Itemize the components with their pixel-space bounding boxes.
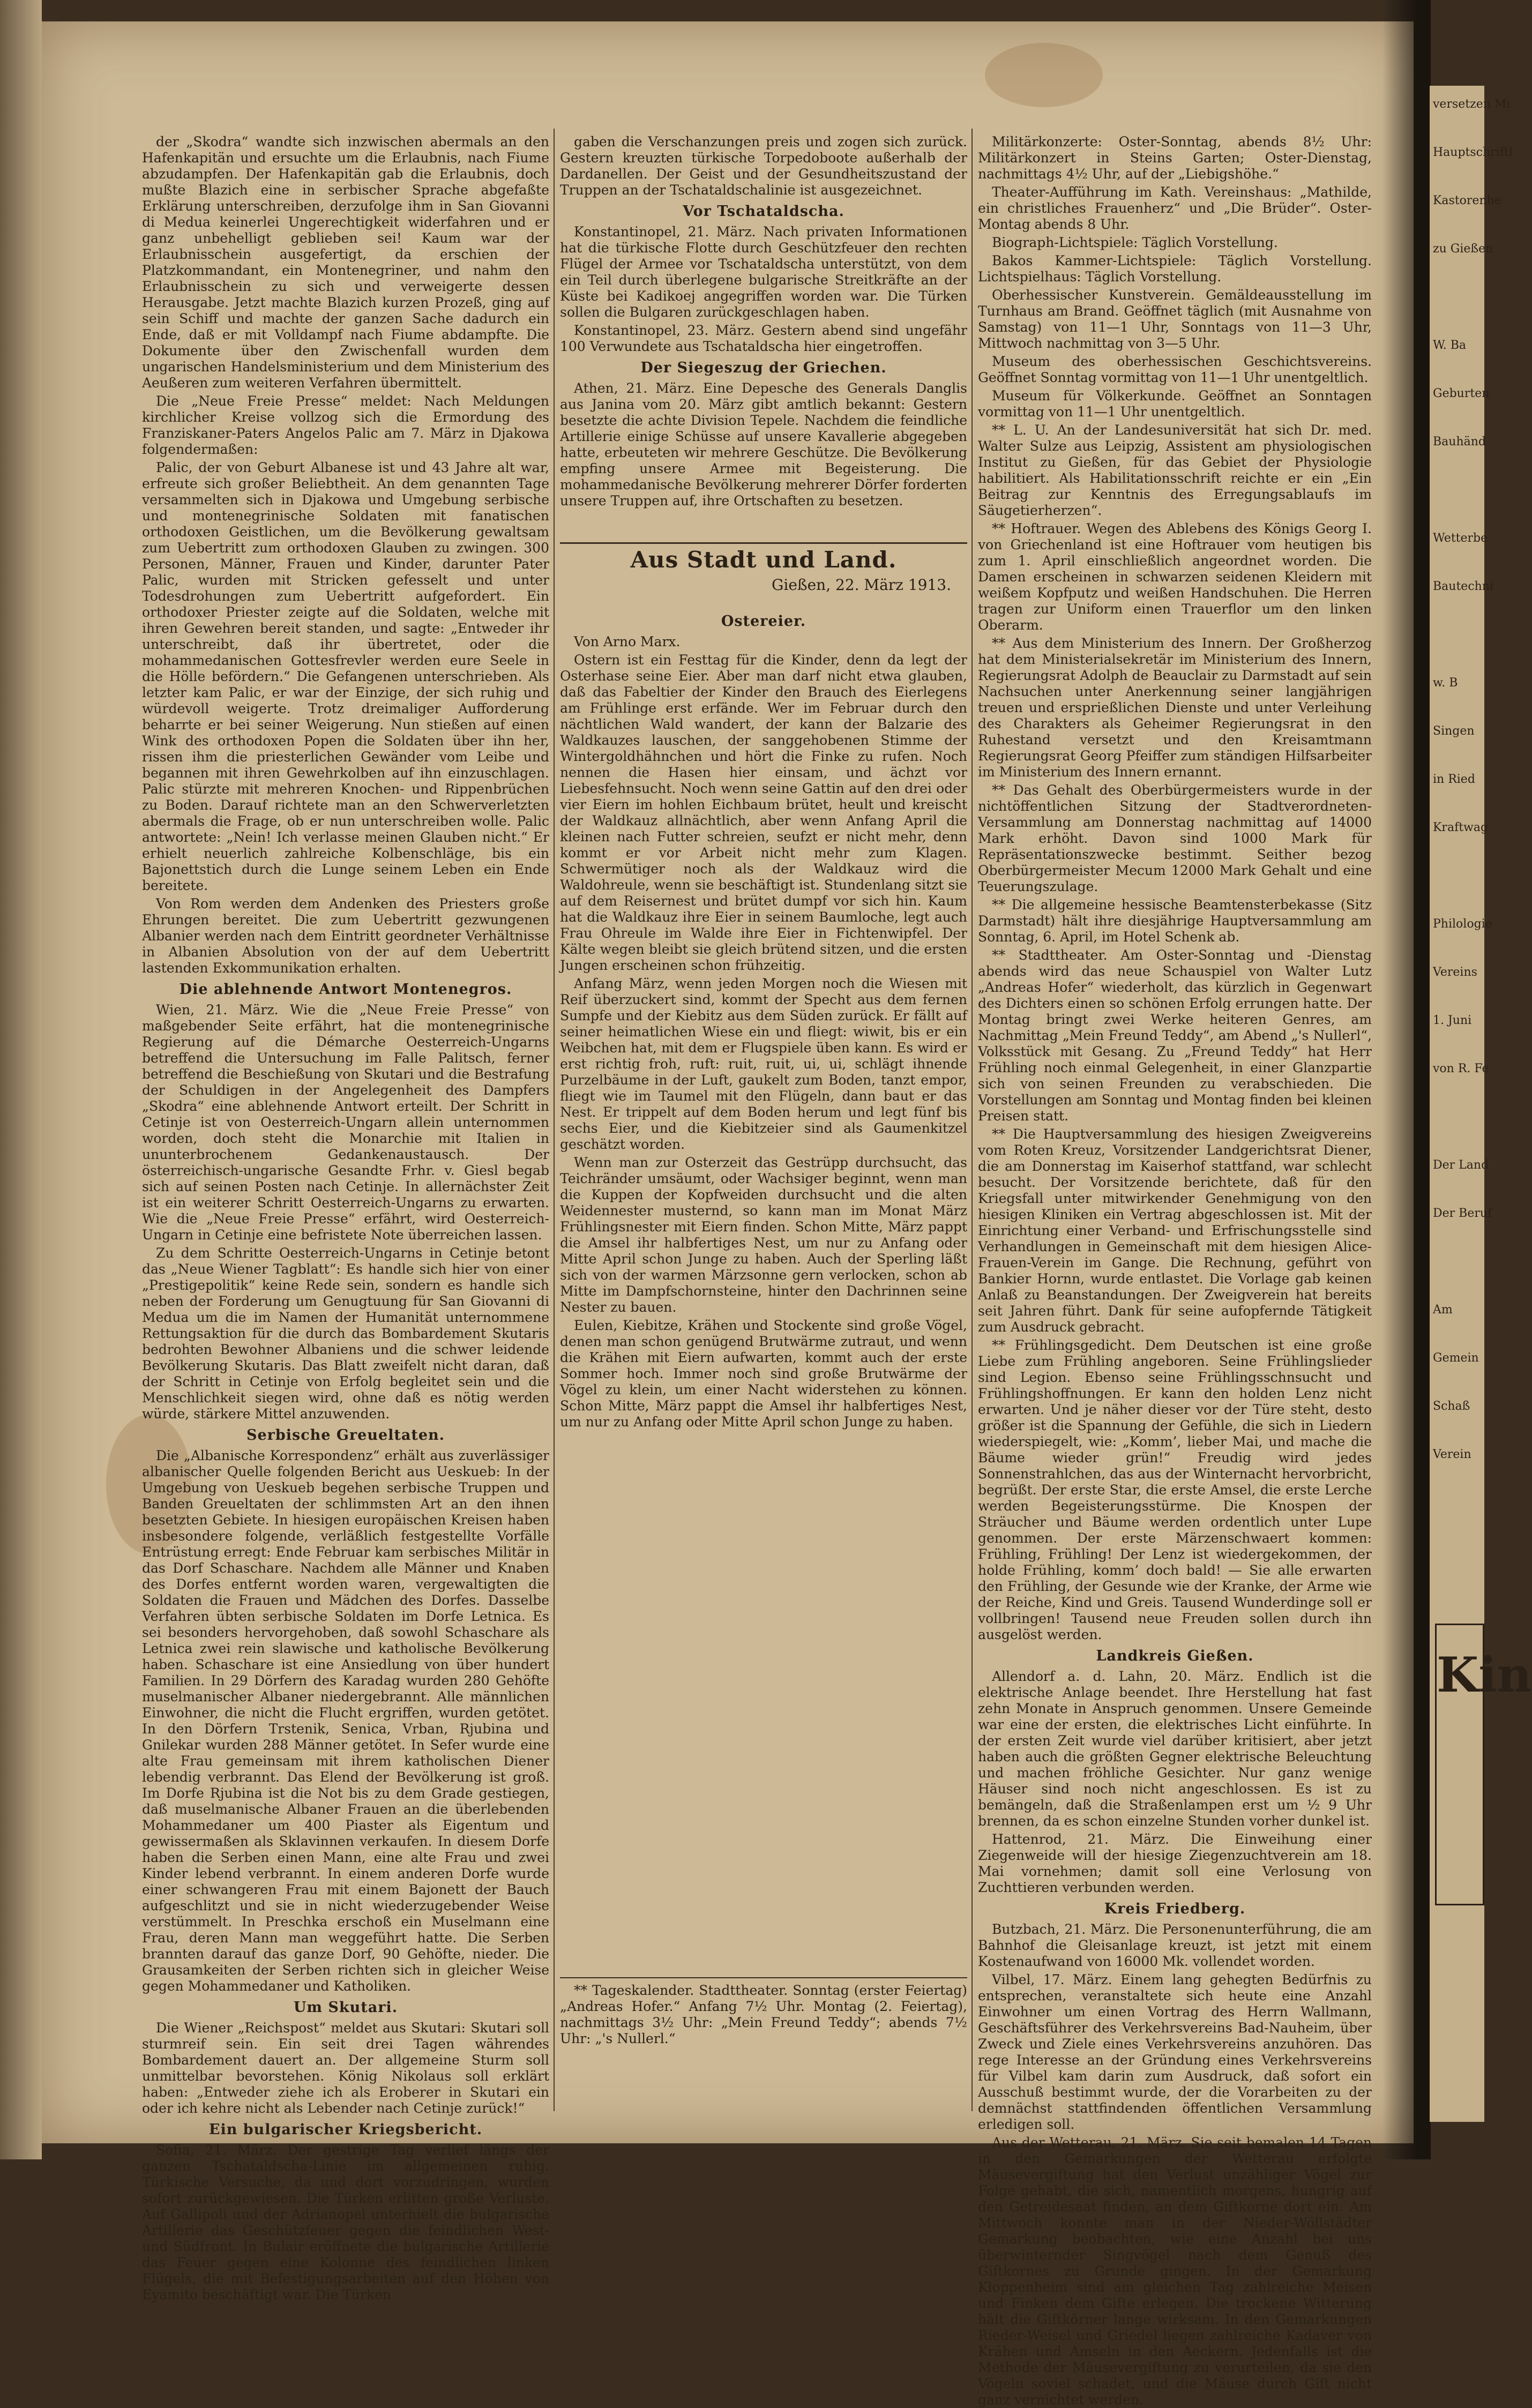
advert-box [1435, 1624, 1532, 1905]
binding-edge [0, 0, 42, 2159]
sliver-line: Wetterbe [1433, 532, 1488, 545]
article-paragraph: Konstantinopel, 21. März. Nach privaten Informationen hat die türkische Flotte durch Geschützfeuer den rechten Flügel der Armee vor Tschataldscha unterstützt, von dem ein Teil durch überlegene bulgarische Streitkräfte an der Küste bei Kadikoej angegriffen worden war. Die Türken sollen die Bulgaren zurückgeschlagen haben. [560, 224, 967, 320]
article-paragraph: Militärkonzerte: Oster-Sonntag, abends 8½ Uhr: Militärkonzert in Steins Garten; Oster-Dienstag, nachmittags 4½ Uhr, auf der „Liebigshöhe.“ [978, 134, 1372, 182]
footer-rule [560, 1977, 967, 1978]
column-right [978, 134, 1372, 2407]
column-rule [554, 129, 555, 2111]
article-paragraph: Vilbel, 17. März. Einem lang gehegten Bedürfnis zu entsprechen, veranstaltete sich heute eine Anzahl Einwohner um einen Vortrag des Herrn Wallmann, Geschäftsführer des Verkehrsvereins Bad-Nauheim, über Zweck und Ziele eines Verkehrsvereins anzuhören. Das rege Interesse an der Gründung eines Verkehrsvereins für Vilbel kam darin zum Ausdruck, daß sofort ein Ausschuß bestimmt wurde, der die Vorarbeiten zu der demnächst stattfindenden öffentlichen Versammlung erledigen soll. [978, 1972, 1372, 2132]
sliver-line: von R. Fe [1433, 1062, 1489, 1075]
sliver-line: Geburten [1433, 387, 1490, 400]
article-paragraph: ** Die allgemeine hessische Beamtensterbekasse (Sitz Darmstadt) hält ihre diesjährige Hauptversammlung am Sonntag, 6. April, im Hotel Schenk ab. [978, 897, 1372, 945]
sliver-line: Am [1433, 1303, 1453, 1317]
sliver-line: Gemein [1433, 1351, 1479, 1365]
article-paragraph: Sofia, 21. März. Der gestrige Tag verlief längs der ganzen Tschataldscha-Linie im allgemeinen ruhig. Türkische Versuche, da und dort vorzudringen, wurden sofort zurückgewiesen. Die Türken erlitten große Verluste. Auf Gallipoli und der Adrianopel unterhielt die bulgarische Artillerie das Geschützfeuer gegen die feindlichen West- und Südfront. In Bulair eröffnete die bulgarische Artillerie das Feuer gegen eine Kolonne des feindlichen linken Flügels, die mit Befestigungsarbeiten auf den Höhen von Eyamito beschäftigt war. Die Türken [142, 2142, 549, 2302]
article-paragraph: Museum des oberhessischen Geschichtsvereins. Geöffnet Sonntag vormittag von 11—1 Uhr unentgeltlich. [978, 354, 1372, 385]
article-paragraph: Theater-Aufführung im Kath. Vereinshaus: „Mathilde, ein christliches Frauenherz“ und „Die Brüder“. Oster-Montag abends 8 Uhr. [978, 184, 1372, 232]
article-heading: Kreis Friedberg. [1104, 1901, 1246, 1917]
sliver-line: Vereins [1433, 966, 1477, 979]
sliver-line: w. B [1433, 676, 1458, 690]
article-paragraph: Von Rom werden dem Andenken des Priesters große Ehrungen bereitet. Die zum Uebertritt gezwungenen Albanier werden nach dem Eintritt geordneter Verhältnisse in Albanien Absolution von der auf dem Uebertritt lastenden Exkommunikation erhalten. [142, 896, 549, 976]
sliver-line: Philologie [1433, 917, 1492, 931]
article-paragraph: der „Skodra“ wandte sich inzwischen abermals an den Hafenkapitän und ersuchte um die Erlaubnis, nach Fiume abzudampfen. Der Hafenkapitän gab die Erlaubnis, doch mußte Blazich eine in serbischer Sprache abgefaßte Erklärung unterschreiben, derzufolge ihm in San Giovanni di Medua keinerlei Ungerechtigkeit widerfahren und er ganz unbehelligt geblieben sei! Kaum war der Erlaubnisschein ausgefertigt, da erschien der Platzkommandant, ein Montenegriner, und nahm den Erlaubnisschein zu sich und verweigerte dessen Herausgabe. Jetzt machte Blazich kurzen Prozeß, ging auf sein Schiff und machte der ganzen Sache dadurch ein Ende, daß er mit Volldampf nach Fiume abdampfte. Die Dokumente über den Zwischenfall wurden dem ungarischen Handelsministerium und dem Ministerium des Aeußeren zum weiteren Verfahren übermittelt. [142, 134, 549, 391]
article-paragraph: Biograph-Lichtspiele: Täglich Vorstellung. [992, 235, 1278, 250]
article-heading: Der Siegeszug der Griechen. [640, 360, 887, 376]
sliver-line: in Ried [1433, 773, 1475, 786]
article-paragraph: ** Aus dem Ministerium des Innern. Der Großherzog hat dem Ministerialsekretär im Ministerium des Innern, Regierungsrat Adolph de Beauclair zu Darmstadt auf sein Nachsuchen unter Anerkennung seiner langjährigen treuen und ersprießlichen Dienste und unter Verleihung des Charakters als Geheimer Regierungsrat in den Ruhestand versetzt und den Kreisamtmann Regierungsrat Georg Pfeiffer zum ständigen Hilfsarbeiter im Ministerium des Innern ernannt. [978, 635, 1372, 780]
article-paragraph: ** Hoftrauer. Wegen des Ablebens des Königs Georg I. von Griechenland ist eine Hoftrauer vom heutigen bis zum 1. April einschließlich angeordnet worden. Die Damen erscheinen in schwarzen seidenen Kleidern mit weißem Kopfputz und weißen Handschuhen. Die Herren tragen zur Uniform einen Trauerflor um den linken Oberarm. [978, 521, 1372, 633]
sliver-line: zu Gießen [1433, 242, 1493, 256]
article-paragraph: Anfang März, wenn jeden Morgen noch die Wiesen mit Reif überzuckert sind, kommt der Specht aus dem fernen Sumpfe und der Kiebitz aus dem Süden zurück. Er fällt auf seiner heimatlichen Wiese ein und fliegt: wiwit, bis er ein Weibchen hat, mit dem er Flugspiele üben kann. Es wird er erst richtig froh, ruft: ruit, ruit, ui, ui, schlägt ihnende Purzelbäume in der Luft, gaukelt zum Boden, tanzt empor, fliegt wie im Taumel mit den Flügeln, dann baut er das Nest. Er trippelt auf dem Boden herum und legt fünf bis sechs Eier, und die Kiebitzeier sind als Gaumenkitzel geschätzt worden. [560, 976, 967, 1152]
article-paragraph: Museum für Völkerkunde. Geöffnet an Sonntagen vormittag von 11—1 Uhr unentgeltlich. [978, 388, 1372, 420]
article-paragraph: Hattenrod, 21. März. Die Einweihung einer Ziegenweide will der hiesige Ziegenzuchtverein am 18. Mai vornehmen; damit soll eine Verlosung von Zuchttieren verbunden werden. [978, 1831, 1372, 1895]
sliver-line: Schaß [1433, 1400, 1470, 1413]
article-paragraph: Athen, 21. März. Eine Depesche des Generals Danglis aus Janina vom 20. März gibt amtlich bekannt: Gestern besetzte die achte Division Tepele. Nachdem die feindliche Artillerie einige Schüsse auf unsere Kavallerie abgegeben hatte, erbeuteten wir mehrere Geschütze. Die Bevölkerung empfing unsere Armee mit Begeisterung. Die mohammedanische Bevölkerung mehrerer Dörfer forderten unsere Truppen auf, ihre Ortschaften zu besetzen. [560, 380, 967, 508]
section-masthead [560, 541, 967, 594]
article-paragraph: Allendorf a. d. Lahn, 20. März. Endlich ist die elektrische Anlage beendet. Ihre Herstellung hat fast zehn Monate in Anspruch genommen. Unsere Gemeinde war eine der ersten, die elektrisches Licht einführte. In der ersten Zeit wurde viel darüber kritisiert, aber jetzt haben auch die größten Gegner elektrische Beleuchtung und machen fröhliche Gesichter. Nur ganz wenige Häuser sind noch nicht angeschlossen. Es ist zu bemängeln, daß die Straßenlampen erst um ½ 9 Uhr brennen, da es schon einzelne Stunden vorher dunkel ist. [978, 1669, 1372, 1829]
article-paragraph: Palic, der von Geburt Albanese ist und 43 Jahre alt war, erfreute sich großer Beliebtheit. An dem genannten Tage versammelten sich in Djakowa und Umgebung serbische und montenegrinische Soldaten mit fanatischen orthodoxen Geistlichen, um die Bevölkerung gewaltsam zum Uebertritt zum orthodoxen Glauben zu zwingen. 300 Personen, Männer, Frauen und Kinder, darunter Pater Palic, wurden mit Stricken gefesselt und unter Todesdrohungen zum Uebertritt aufgefordert. Ein orthodoxer Priester zeigte auf die Soldaten, welche mit ihren Gewehren bereit standen, und sagte: „Entweder ihr unterschreibt, daß ihr übertretet, oder die mohammedanischen Gottesfrevler werden eure Seele in die Hölle befördern.“ Die Gefangenen unterschrieben. Als letzter kam Palic, er war der Einzige, der sich ruhig und würdevoll weigerte. Trotz dreimaliger Aufforderung beharrte er bei seiner Weigerung. Nun stießen auf einen Wink des orthodoxen Popen die Soldaten über ihn her, rissen ihm die priesterlichen Gewänder vom Leibe und begannen mit ihren Gewehrkolben auf ihn einzuschlagen. Palic stürzte mit mehreren Knochen- und Rippenbrüchen zu Boden. Darauf richtete man an den Schwerverletzten abermals die Frage, ob er nun unterschreiben wolle. Palic antwortete: „Nein! Ich verlasse meinen Glauben nicht.“ Er erhielt neuerlich zahlreiche Kolbenschläge, bis ein Bajonettstich durch die Lunge seinem Leben ein Ende bereitete. [142, 460, 549, 893]
page-fold-shadow [1382, 0, 1431, 2159]
article-paragraph: Oberhessischer Kunstverein. Gemäldeausstellung im Turnhaus am Brand. Geöffnet täglich (mit Ausnahme von Samstag) von 11—1 Uhr, Sonntags von 11—3 Uhr, Mittwoch nachmittag von 3—5 Uhr. [978, 287, 1372, 351]
sliver-line: Verein [1433, 1448, 1471, 1461]
sliver-line [1433, 868, 1481, 884]
column-middle [560, 134, 967, 541]
calendar-footer [560, 1983, 967, 2100]
sliver-line: Kastorenhe [1433, 194, 1501, 207]
sliver-line: versetzen Mi [1433, 98, 1511, 111]
article-paragraph: Die „Neue Freie Presse“ meldet: Nach Meldungen kirchlicher Kreise vollzog sich die Ermordung des Franziskaner-Paters Angelos Palic am 7. März in Djakowa folgendermaßen: [142, 393, 549, 457]
column-middle-feuilleton [560, 608, 967, 1969]
sliver-line: 1. Juni [1433, 1014, 1472, 1027]
advert-letters: Kin [1437, 1647, 1532, 1703]
article-paragraph: ** L. U. An der Landesuniversität hat sich Dr. med. Walter Sulze aus Leipzig, Assistent am physiologischen Institut zu Gießen, für das Gebiet der Physiologie habilitiert. Als Habilitationsschrift reichte er ein „Ein Beitrag zur Kenntnis des Erregungsablaufs im Säugetierherzen“. [978, 422, 1372, 518]
article-paragraph: Wien, 21. März. Wie die „Neue Freie Presse“ von maßgebender Seite erfährt, hat die montenegrinische Regierung auf die Démarche Oesterreich-Ungarns betreffend die Untersuchung im Falle Palitsch, ferner betreffend die Beschießung von Skutari und die Bestrafung der Schuldigen in der Angelegenheit des Dampfers „Skodra“ eine ablehnende Antwort erteilt. Der Schritt in Cetinje ist von Oesterreich-Ungarn allein unternommen worden, doch steht die Monarchie mit Italien in ununterbrochenem Gedankenaustausch. Der österreichisch-ungarische Gesandte Frhr. v. Giesl begab sich auf seinen Posten nach Cetinje. In allernächster Zeit ist ein weiterer Schritt Oesterreich-Ungarns zu erwarten. Wie die „Neue Freie Presse“ erfährt, wird Oesterreich-Ungarn in Cetinje eine befristete Note überreichen lassen. [142, 1002, 549, 1243]
sliver-text [1430, 86, 1513, 1506]
sliver-line [1433, 482, 1481, 498]
sliver-line: Der Land [1433, 1158, 1489, 1172]
sliver-line: Kraftwag [1433, 821, 1489, 834]
article-heading: Ein bulgarischer Kriegsbericht. [208, 2121, 483, 2138]
sliver-line [1433, 1109, 1481, 1125]
article-paragraph: ** Stadttheater. Am Oster-Sonntag und -Dienstag abends wird das neue Schauspiel von Walter Lutz „Andreas Hofer“ wiederholt, das kürzlich in Gegenwart des Dichters einen so schönen Erfolg errungen hatte. Der Montag bringt zwei Werke heiteren Genres, am Nachmittag „Mein Freund Teddy“, am Abend „'s Nullerl“, Volksstück mit Gesang. Zu „Freund Teddy“ hat Herr Frühling noch einmal Gelegenheit, in einer Glanzpartie sich von seinen Freunden zu verabschieden. Die Vorstellungen am Sonntag und Montag finden bei kleinen Preisen statt. [978, 947, 1372, 1124]
sliver-line: Bauhänd [1433, 435, 1486, 448]
article-paragraph: Von Arno Marx. [574, 634, 681, 649]
sliver-line: Singen [1433, 724, 1475, 738]
sliver-line [1433, 289, 1481, 305]
calendar-text: ** Tageskalender. Stadttheater. Sonntag (erster Feiertag) „Andreas Hofer.“ Anfang 7½ Uhr. Montag (2. Feiertag), nachmittags 3½ Uhr: „Mein Freund Teddy“; abends 7½ Uhr: „'s Nullerl.“ [560, 1983, 967, 2046]
article-paragraph: Wenn man zur Osterzeit das Gestrüpp durchsucht, das Teichränder umsäumt, oder Wachsiger beginnt, wenn man die Kuppen der Kopfweiden durchsucht und die alten Weidennester musternd, so kann man im Monat März Frühlingsnester mit Eiern finden. Schon Mitte, März pappt die Amsel ihr halbfertiges Nest, um nur zu Anfang oder Mitte April schon Junge zu haben. Auch der Sperling läßt sich von der warmen Märzsonne gern verlocken, schon ab Mitte im Dampfschornsteine, hinter den Dachrinnen seine Nester zu bauen. [560, 1155, 967, 1315]
article-paragraph: Die Wiener „Reichspost“ meldet aus Skutari: Skutari soll sturmreif sein. Ein seit drei Tagen währendes Bombardement dauert an. Der allgemeine Sturm soll unmittelbar bevorstehen. König Nikolaus soll erklärt haben: „Entweder ziehe ich als Eroberer in Skutari ein oder ich kehre nicht als Lebender nach Cetinje zurück!“ [142, 2020, 549, 2116]
sliver-line [1433, 1254, 1481, 1270]
article-heading: Die ablehnende Antwort Montenegros. [179, 981, 512, 998]
section-dateline: Gießen, 22. März 1913. [772, 576, 951, 594]
sliver-line [1433, 627, 1481, 643]
next-page-sliver [1430, 86, 1532, 2122]
section-title: Aus Stadt und Land. [630, 547, 897, 573]
article-heading: Serbische Greueltaten. [246, 1427, 445, 1444]
sliver-line: Der Beruf [1433, 1207, 1492, 1220]
article-heading: Um Skutari. [293, 1999, 398, 2016]
article-paragraph: gaben die Verschanzungen preis und zogen sich zurück. Gestern kreuzten türkische Torpedoboote außerhalb der Dardanellen. Der Geist und der Gesundheitszustand der Truppen an der Tschataldschalinie ist ausgezeichnet. [560, 134, 967, 198]
sliver-line: W. Ba [1433, 339, 1467, 352]
article-paragraph: Ostern ist ein Festtag für die Kinder, denn da legt der Osterhase seine Eier. Aber man darf nicht etwa glauben, daß das Fabeltier der Kinder den Brauch des Eierlegens am Frühlinge erst erfände. Wer im Februar durch den nächtlichen Wald wandert, der kann der Balzarie des Waldkauzes lauschen, der sanggehobenen Stimme der Wintergoldhähnchen und hört die Finke zu rufen. Noch nennen die Hasen hier einsam, und ächzt vor Liebesfehnsucht. Noch wenn seine Gattin auf den drei oder vier Eiern im hohlen Eichbaum brütet, heult und kreischt der Waldkauz allnächtlich, aber wenn Anfang April die kleinen nach Futter schreien, seufzt er nicht mehr, denn kommt er vor Arbeit nicht mehr zum Klagen. Schwermütiger noch als der Waldkauz wird die Waldohreule, wenn sie beschäftigt ist. Stundenlang sitzt sie auf dem Reisernest und brütet dumpf vor sich hin. Kaum hat die Waldkauz ihre Eier in seinem Baumloche, legt auch Frau Ohreule im Walde ihre Eier in Fichtenwipfel. Der Kälte wegen bleibt sie gleich brütend sitzen, und die ersten Jungen erscheinen schon frühzeitig. [560, 652, 967, 973]
article-paragraph: Zu dem Schritte Oesterreich-Ungarns in Cetinje betont das „Neue Wiener Tagblatt“: Es handle sich hier von einer „Prestigepolitik“ keine Rede sein, sondern es handle sich neben der Forderung um Genugtuung für San Giovanni di Medua um die im Namen der Humanität unternommene Rettungsaktion für die durch das Bombardement Skutaris bedrohten Bewohner Albaniens und die schwer leidende Bevölkerung Skutaris. Das Blatt zweifelt nicht daran, daß der Schritt in Cetinje von Erfolg begleitet sein und die Menschlichkeit siegen wird, ohne daß es nötig werden würde, stärkere Mittel anzuwenden. [142, 1245, 549, 1422]
article-paragraph: Bakos Kammer-Lichtspiele: Täglich Vorstellung. Lichtspielhaus: Täglich Vorstellung. [978, 253, 1372, 285]
article-heading: Landkreis Gießen. [1096, 1648, 1254, 1664]
article-paragraph: Aus der Wetterau, 21. März. Sie seit bemalen 14 Tagen in den Gemarkungen der Wetterau erfolgte Mäusevergiftung hat den Verlust unzähliger Vögel zur Folge gehabt, die sich, namentlich morgens, hungrig auf den Getreidesaat finden, an dem Giftkorne dort ein. Am Mittwoch konnte man in der Nieder-Wöllstädter Gemarkung beobachten, wie eine Anzahl bei uns überwinternder Singvögel nach dem Genuß des Giftkornes zu Grunde gingen. In der Gemarkung Kloppenheim sind am gleichen Tag zahlreiche Meisen und Finken dem Gifte erlegen. Die trockene Witterung hält die Giftkörner lange wirksam. In den Gemarkungen Rieder-Weisel und Griedel liegen zahlreiche Kadaver von Krähen und Amseln in den Aeckern. Jedenfalls ist die Methode der Mäusevergiftung zu verurteilen, da sie den Vögeln soviel schadet, und die Mäuse durch Gift nicht ganz vernichtet werden. [978, 2135, 1372, 2407]
article-paragraph: Konstantinopel, 23. März. Gestern abend sind ungefähr 100 Verwundete aus Tschataldscha hier eingetroffen. [560, 323, 967, 354]
article-paragraph: Die „Albanische Korrespondenz“ erhält aus zuverlässiger albanischer Quelle folgenden Bericht aus Ueskueb: In der Umgebung von Ueskueb begehen serbische Truppen und Banden Greueltaten der schlimmsten Art an den ihnen besetzten Gebiete. In hiesigen europäischen Kreisen haben insbesondere folgende, verläßlich festgestellte Vorfälle Entrüstung erregt: Ende Februar kam serbisches Militär in das Dorf Schaschare. Nachdem alle Männer und Knaben des Dorfes entfernt worden waren, vergewaltigten die Soldaten die Frauen und Mädchen des Dorfes. Dasselbe Verfahren übten serbische Soldaten im Dorfe Letnica. Es sei besonders hervorgehoben, daß sowohl Schaschare als Letnica zwei rein slawische und katholische Bevölkerung haben. Schaschare ist eine Ansiedlung von über hundert Familien. In 29 Dörfern des Karadag wurden 280 Gehöfte muselmanischer Albaner niedergebrannt. Alle männlichen Einwohner, die nicht die Flucht ergriffen, wurden getötet. In den Dörfern Trstenik, Senica, Vrban, Rjubina und Gnilekar wurden 288 Männer getötet. In Sefer wurde eine alte Frau gemeinsam mit ihrem katholischen Diener lebendig verbrannt. Das Elend der Bevölkerung ist groß. Im Dorfe Rjubina ist die Not bis zu dem Grade gestiegen, daß muselmanische Albaner Frauen an die überlebenden Mohammedaner um 400 Piaster als Eigentum und gewissermaßen als Sklavinnen verkaufen. In diesem Dorfe haben die Serben einen Mann, eine alte Frau und zwei Kinder lebend verbrannt. In einem anderen Dorfe wurde einer schwangeren Frau mit einem Bajonett der Bauch aufgeschlitzt und sie in nicht wiederzugebender Weise verstümmelt. In Preschka erschoß ein Muselmann eine Frau, deren Mann man weggeführt hatte. Die Serben brannten darauf das ganze Dorf, 90 Gehöfte, nieder. Die Grausamkeiten der Serben richten sich in gleicher Weise gegen Mohammedaner und Katholiken. [142, 1448, 549, 1994]
article-heading: Vor Tschataldscha. [683, 203, 845, 220]
sliver-line: Hauptschriftl [1433, 146, 1513, 159]
paper-stain [985, 43, 1103, 107]
article-paragraph: ** Die Hauptversammlung des hiesigen Zweigvereins vom Roten Kreuz, Vorsitzender Landgerichtsrat Diener, die am Donnerstag im Kaiserhof stattfand, war schlecht besucht. Der Vorsitzende berichtete, daß für den Kriegsfall unter mitwirkender Genehmigung von den hiesigen Kliniken ein Vertrag abgeschlossen ist. Mit der Einrichtung einer Verband- und Erfrischungsstelle sind Verhandlungen in Gemeinschaft mit dem hiesigen Alice-Frauen-Verein im Gange. Die Rechnung, geführt von Bankier Hornn, wurde entlastet. Die Vorlage gab keinen Anlaß zu Beanstandungen. Der Zweigverein hat bereits seit Jahren führt. Dank für seine aufopfernde Tätigkeit zum Ausdruck gebracht. [978, 1126, 1372, 1335]
article-paragraph: ** Frühlingsgedicht. Dem Deutschen ist eine große Liebe zum Frühling angeboren. Seine Frühlingslieder sind Legion. Ebenso seine Frühlingsschnsucht und Frühlingshoffnungen. Er kann den holden Lenz nicht erwarten. Und je näher dieser vor der Türe steht, desto größer ist die Spannung der Gefühle, die sich in Liedern wiederspiegelt, wie: „Komm’, lieber Mai, und mache die Bäume wieder grün!“ Freudig wird jedes Sonnenstrahlchen, das aus der Winternacht hervorbricht, begrüßt. Der erste Star, die erste Amsel, die erste Lerche werden Begeisterungsstürme. Die Knospen der Sträucher und Bäume werden ordentlich unter Lupe genommen. Der erste Märzenschwaert kommen: Frühling, Frühling! Der Lenz ist wiedergekommen, der holde Frühling, komm’ doch bald! — Sie alle erwarten den Frühling, der Gesunde wie der Kranke, der Arme wie der Reiche, Kind und Greis. Tausend Wunderdinge soll er vollbringen! Tausend neue Freuden sollen durch ihn ausgelöst werden. [978, 1337, 1372, 1642]
article-heading: Ostereier. [721, 613, 806, 630]
article-paragraph: ** Das Gehalt des Oberbürgermeisters wurde in der nichtöffentlichen Sitzung der Stadtverordneten-Versammlung am Donnerstag nachmittag auf 14000 Mark erhöht. Davon sind 1000 Mark für Repräsentationszwecke bestimmt. Seither bezog Oberbürgermeister Mecum 12000 Mark Gehalt und eine Teuerungszulage. [978, 782, 1372, 894]
article-paragraph: Eulen, Kiebitze, Krähen und Stockente sind große Vögel, denen man schon genügend Brutwärme zutraut, und wenn die Krähen mit Eiern aufwarten, kommt auch der erste Sommer hoch. Immer noch sind große Brutwärme der Vögel zu klein, um einer Nacht widerstehen zu können. Schon Mitte, März pappt die Amsel ihr halbfertiges Nest, um nur zu Anfang oder Mitte April schon Junge zu haben. [560, 1318, 967, 1430]
sliver-line: Bautechni [1433, 580, 1494, 593]
column-rule [971, 129, 973, 2111]
article-paragraph: Butzbach, 21. März. Die Personenunterführung, die am Bahnhof die Gleisanlage kreuzt, ist jetzt mit einem Kostenaufwand von 16000 Mk. vollendet worden. [978, 1921, 1372, 1969]
column-left [142, 134, 549, 2302]
